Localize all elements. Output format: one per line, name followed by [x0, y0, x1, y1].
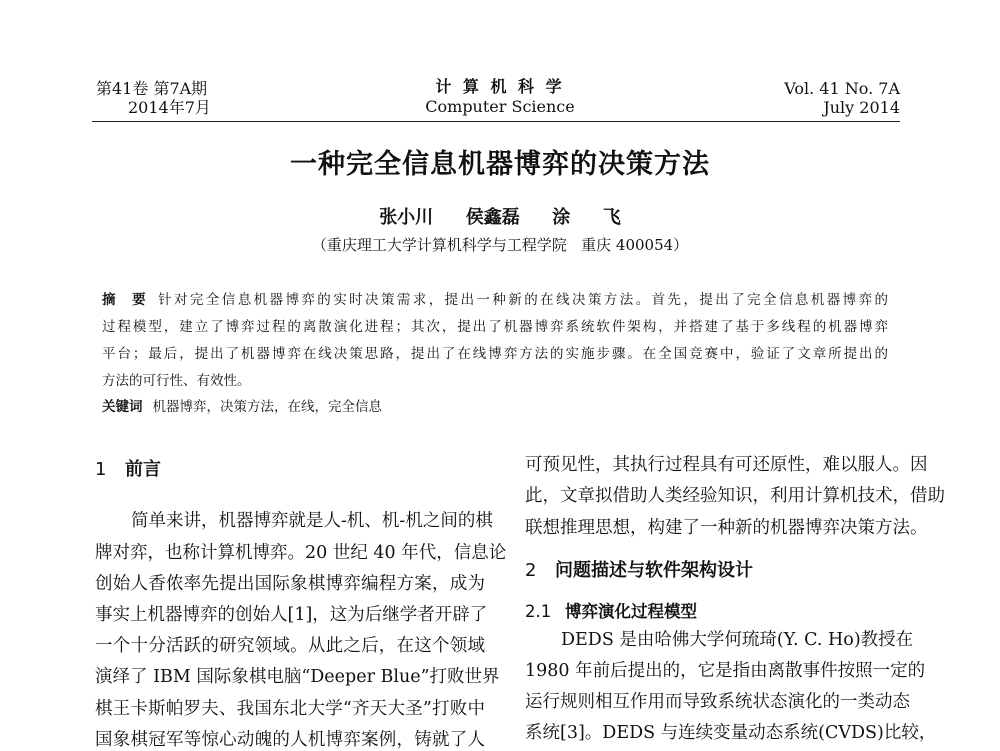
keywords: 关键词 机器博弈，决策方法，在线，完全信息 [102, 399, 382, 415]
body-line: 国象棋冠军等惊心动魄的人机博弈案例，铸就了人 [95, 730, 485, 750]
authors: 张小川 侯鑫磊 涂 飞 [379, 207, 621, 228]
abstract-line: 平台；最后，提出了机器博弈在线决策思路，提出了在线博弈方法的实施步骤。在全国竞赛中，验证了文章所提出的 [102, 346, 888, 362]
volume-en: Vol. 41 No. 7A [784, 79, 900, 98]
body-line: 一个十分活跃的研究领域。从此之后，在这个领域 [95, 636, 485, 656]
body-line: 牌对弈，也称计算机博弈。20 世纪 40 年代，信息论 [95, 543, 507, 563]
body-line: 事实上机器博弈的创始人[1]，这为后继学者开辟了 [95, 605, 488, 625]
body-line: 系统[3]。DEDS 与连续变量动态系统(CVDS)比较， [525, 723, 937, 743]
abstract-line: 过程模型，建立了博弈过程的离散演化进程；其次，提出了机器博弈系统软件架构，并搭建了基于多线程的机器博弈 [102, 319, 888, 335]
affiliation: （重庆理工大学计算机科学与工程学院 重庆 400054） [311, 236, 689, 254]
section-heading-1: 1 前言 [95, 459, 161, 480]
date-en: July 2014 [823, 98, 900, 117]
body-line: 1980 年前后提出的，它是指由离散事件按照一定的 [525, 661, 926, 681]
date-cn: 2014年7月 [128, 98, 211, 117]
header-rule [92, 121, 900, 122]
body-line: 可预见性，其执行过程具有可还原性，难以服人。因 [525, 455, 928, 475]
body-line: 演绎了 IBM 国际象棋电脑“Deeper Blue”打败世界 [95, 667, 500, 687]
body-line: 简单来讲，机器博弈就是人-机、机-机之间的棋 [131, 511, 493, 531]
subsection-heading-2-1: 2.1 博弈演化过程模型 [525, 602, 697, 621]
volume-issue: 第41卷 第7A期 [96, 79, 208, 98]
body-line: 此，文章拟借助人类经验知识，利用计算机技术，借助 [525, 486, 945, 506]
body-line: 运行规则相互作用而导致系统状态演化的一类动态 [525, 692, 910, 712]
paper-title: 一种完全信息机器博弈的决策方法 [290, 149, 710, 180]
abstract-label: 摘 要 [102, 292, 149, 308]
journal-en: Computer Science [425, 97, 575, 116]
body-line: DEDS 是由哈佛大学何琉琦(Y. C. Ho)教授在 [561, 630, 914, 650]
body-line: 联想推理思想，构建了一种新的机器博弈决策方法。 [525, 518, 928, 538]
section-heading-2: 2 问题描述与软件架构设计 [525, 560, 753, 581]
body-line: 棋王卡斯帕罗夫、我国东北大学“齐天大圣”打败中 [95, 699, 485, 719]
keywords-label: 关键词 [102, 399, 143, 415]
abstract-line: 方法的可行性、有效性。 [102, 373, 251, 389]
body-line: 创始人香侬率先提出国际象棋博弈编程方案，成为 [95, 574, 485, 594]
abstract-line: 摘 要 针对完全信息机器博弈的实时决策需求，提出一种新的在线决策方法。首先，提出了完全信息机器博弈的 [102, 292, 889, 308]
journal-cn: 计 算 机 科 学 [435, 77, 565, 96]
